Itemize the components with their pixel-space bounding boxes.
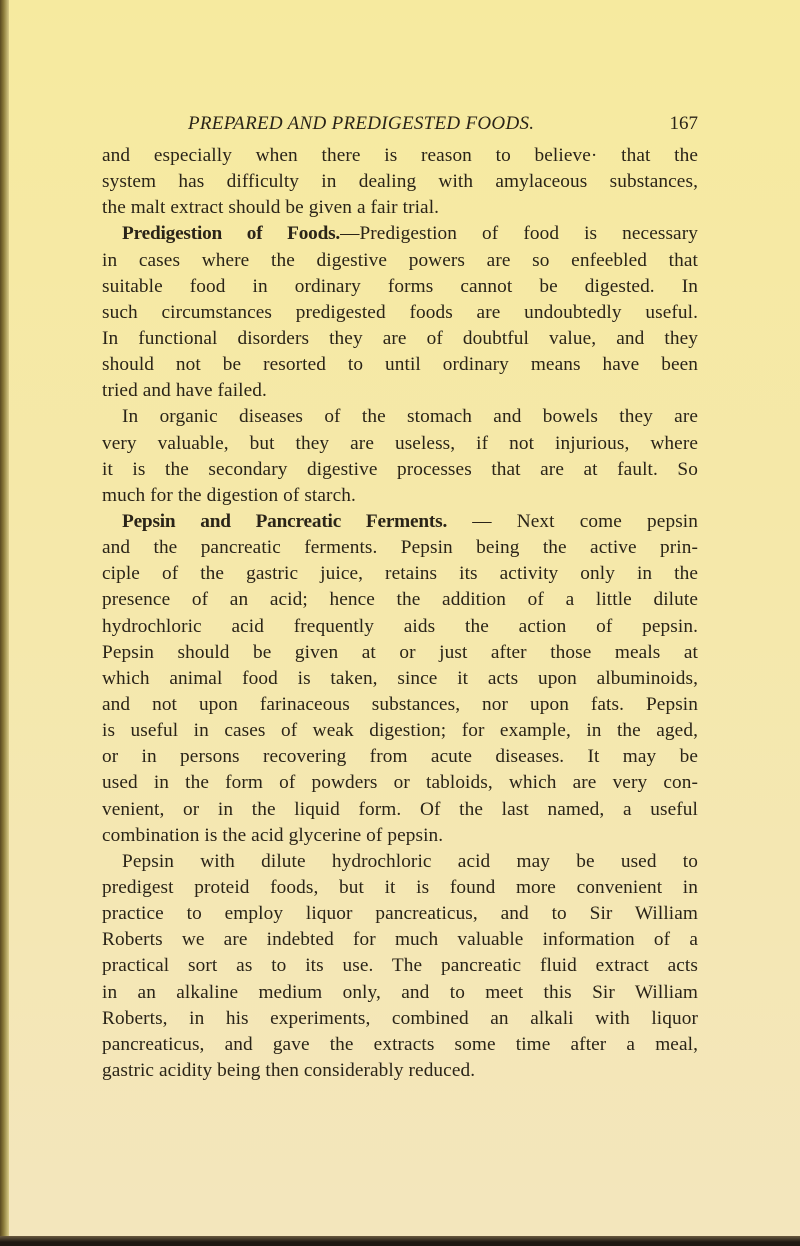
- line-text: in cases where the digestive powers are so enfeebled that: [102, 249, 698, 271]
- line-text: which animal food is taken, since it acts upon albuminoids,: [102, 667, 698, 689]
- text-line: [102, 587, 698, 613]
- page-body: [102, 143, 698, 1084]
- page-header: [188, 113, 698, 137]
- section-heading: Predigestion of Foods.: [122, 223, 341, 245]
- text-line: [102, 221, 698, 247]
- text-line: [102, 431, 698, 457]
- text-line: [102, 561, 698, 587]
- line-text: Roberts we are indebted for much valuable information of a: [102, 929, 698, 951]
- line-text: — Next come pepsin: [447, 510, 698, 532]
- paragraph: [102, 404, 698, 509]
- text-line: [102, 692, 698, 718]
- text-line: [102, 143, 698, 169]
- text-line: [102, 849, 698, 875]
- line-text: —Predigestion of food is necessary: [340, 223, 698, 245]
- line-text: very valuable, but they are useless, if not injurious, where: [102, 432, 698, 454]
- line-text: such circumstances predigested foods are undoubtedly useful.: [102, 301, 698, 323]
- line-text: ciple of the gastric juice, retains its activity only in the: [102, 563, 698, 585]
- text-line: [102, 457, 698, 483]
- text-line: [102, 953, 698, 979]
- paragraph: [102, 849, 698, 1084]
- line-text: In functional disorders they are of doubtful value, and they: [102, 327, 698, 349]
- line-text: in an alkaline medium only, and to meet this Sir William: [102, 981, 698, 1003]
- section-heading: Pepsin and Pancreatic Ferments.: [122, 510, 448, 532]
- line-text: system has difficulty in dealing with amylaceous substances,: [102, 171, 698, 193]
- text-line: [102, 1032, 698, 1058]
- text-line: [102, 248, 698, 274]
- text-line: [102, 666, 698, 692]
- line-text: Pepsin with dilute hydrochloric acid may be used to: [122, 850, 698, 872]
- text-line: [102, 326, 698, 352]
- text-line: [102, 927, 698, 953]
- paragraph: [102, 221, 698, 404]
- line-text: or in persons recovering from acute diseases. It may be: [102, 746, 698, 768]
- line-text: hydrochloric acid frequently aids the action of pepsin.: [102, 615, 698, 637]
- text-line: [102, 483, 698, 509]
- line-text: and the pancreatic ferments. Pepsin being the active prin-: [102, 537, 698, 559]
- line-text: In organic diseases of the stomach and bowels they are: [122, 406, 698, 428]
- text-line: [102, 980, 698, 1006]
- line-text: Pepsin should be given at or just after those meals at: [102, 641, 698, 663]
- paragraph: [102, 143, 698, 221]
- line-text: and especially when there is reason to believe· that the: [102, 145, 698, 166]
- text-line: [102, 901, 698, 927]
- text-line: [102, 1006, 698, 1032]
- line-text: tried and have failed.: [102, 380, 267, 402]
- text-line: [102, 797, 698, 823]
- running-title: PREPARED AND PREDIGESTED FOODS.: [188, 113, 535, 134]
- line-text: is useful in cases of weak digestion; for example, in the aged,: [102, 720, 698, 742]
- line-text: pancreaticus, and gave the extracts some time after a meal,: [102, 1033, 698, 1055]
- page-number: 167: [669, 113, 698, 134]
- line-text: suitable food in ordinary forms cannot be digested. In: [102, 275, 698, 297]
- text-line: [102, 744, 698, 770]
- text-line: [102, 378, 698, 404]
- line-text: the malt extract should be given a fair trial.: [102, 197, 440, 219]
- line-text: should not be resorted to until ordinary means have been: [102, 354, 698, 376]
- line-text: used in the form of powders or tabloids, which are very con-: [102, 772, 698, 794]
- paragraph: [102, 509, 698, 849]
- line-text: gastric acidity being then considerably reduced.: [102, 1059, 476, 1081]
- line-text: Roberts, in his experiments, combined an alkali with liquor: [102, 1007, 698, 1029]
- text-line: [102, 718, 698, 744]
- text-line: [102, 1058, 698, 1084]
- text-line: [102, 300, 698, 326]
- line-text: much for the digestion of starch.: [102, 484, 356, 506]
- line-text: and not upon farinaceous substances, nor upon fats. Pepsin: [102, 693, 698, 715]
- line-text: it is the secondary digestive processes that are at fault. So: [102, 458, 698, 480]
- text-line: [102, 614, 698, 640]
- text-line: [102, 770, 698, 796]
- line-text: presence of an acid; hence the addition of a little dilute: [102, 589, 698, 611]
- line-text: combination is the acid glycerine of pepsin.: [102, 824, 444, 846]
- text-line: [102, 274, 698, 300]
- text-line: [102, 404, 698, 430]
- line-text: predigest proteid foods, but it is found more convenient in: [102, 876, 698, 898]
- text-line: [102, 823, 698, 849]
- text-line: [102, 640, 698, 666]
- line-text: practice to employ liquor pancreaticus, and to Sir William: [102, 903, 698, 925]
- text-line: [102, 535, 698, 561]
- line-text: practical sort as to its use. The pancreatic fluid extract acts: [102, 955, 698, 977]
- text-line: [102, 169, 698, 195]
- text-line: [102, 195, 698, 221]
- text-line: [102, 875, 698, 901]
- book-spine-edge: [0, 0, 9, 1246]
- text-line: [102, 509, 698, 535]
- page-bottom-edge: [0, 1236, 800, 1246]
- line-text: venient, or in the liquid form. Of the last named, a useful: [102, 798, 698, 820]
- text-line: [102, 352, 698, 378]
